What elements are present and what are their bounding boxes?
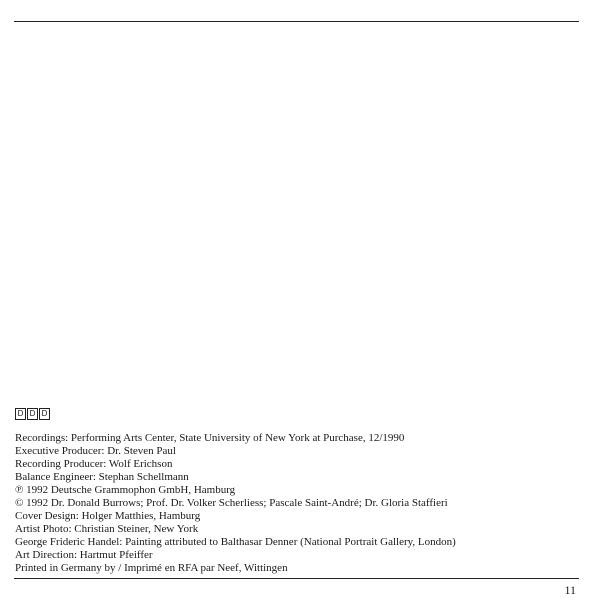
credit-artist-photo: Artist Photo: Christian Steiner, New York <box>15 523 199 535</box>
bottom-rule <box>14 578 579 579</box>
ddd-letter: D <box>27 408 38 420</box>
credit-phonographic-copyright: ℗ 1992 Deutsche Grammophon GmbH, Hamburg <box>15 484 236 496</box>
credit-recordings: Recordings: Performing Arts Center, State University of New York at Purchase, 12/1990 <box>15 432 405 444</box>
credit-executive-producer: Executive Producer: Dr. Steven Paul <box>15 445 176 457</box>
page-number: 11 <box>564 583 576 597</box>
credit-recording-producer: Recording Producer: Wolf Erichson <box>15 458 173 470</box>
ddd-logo <box>15 408 50 420</box>
credit-copyright: © 1992 Dr. Donald Burrows; Prof. Dr. Volker Scherliess; Pascale Saint-André; Dr. Gloria Staffieri <box>15 497 448 509</box>
credit-printed: Printed in Germany by / Imprimé en RFA par Neef, Wittingen <box>15 562 288 574</box>
credit-cover-design: Cover Design: Holger Matthies, Hamburg <box>15 510 201 522</box>
credits-list <box>15 432 590 575</box>
top-rule <box>14 21 579 22</box>
ddd-letter: D <box>39 408 50 420</box>
credit-painting: George Frideric Handel: Painting attributed to Balthasar Denner (National Portrait Gallery, London) <box>15 536 456 548</box>
ddd-letter: D <box>15 408 26 420</box>
credit-balance-engineer: Balance Engineer: Stephan Schellmann <box>15 471 189 483</box>
credit-art-direction: Art Direction: Hartmut Pfeiffer <box>15 549 153 561</box>
